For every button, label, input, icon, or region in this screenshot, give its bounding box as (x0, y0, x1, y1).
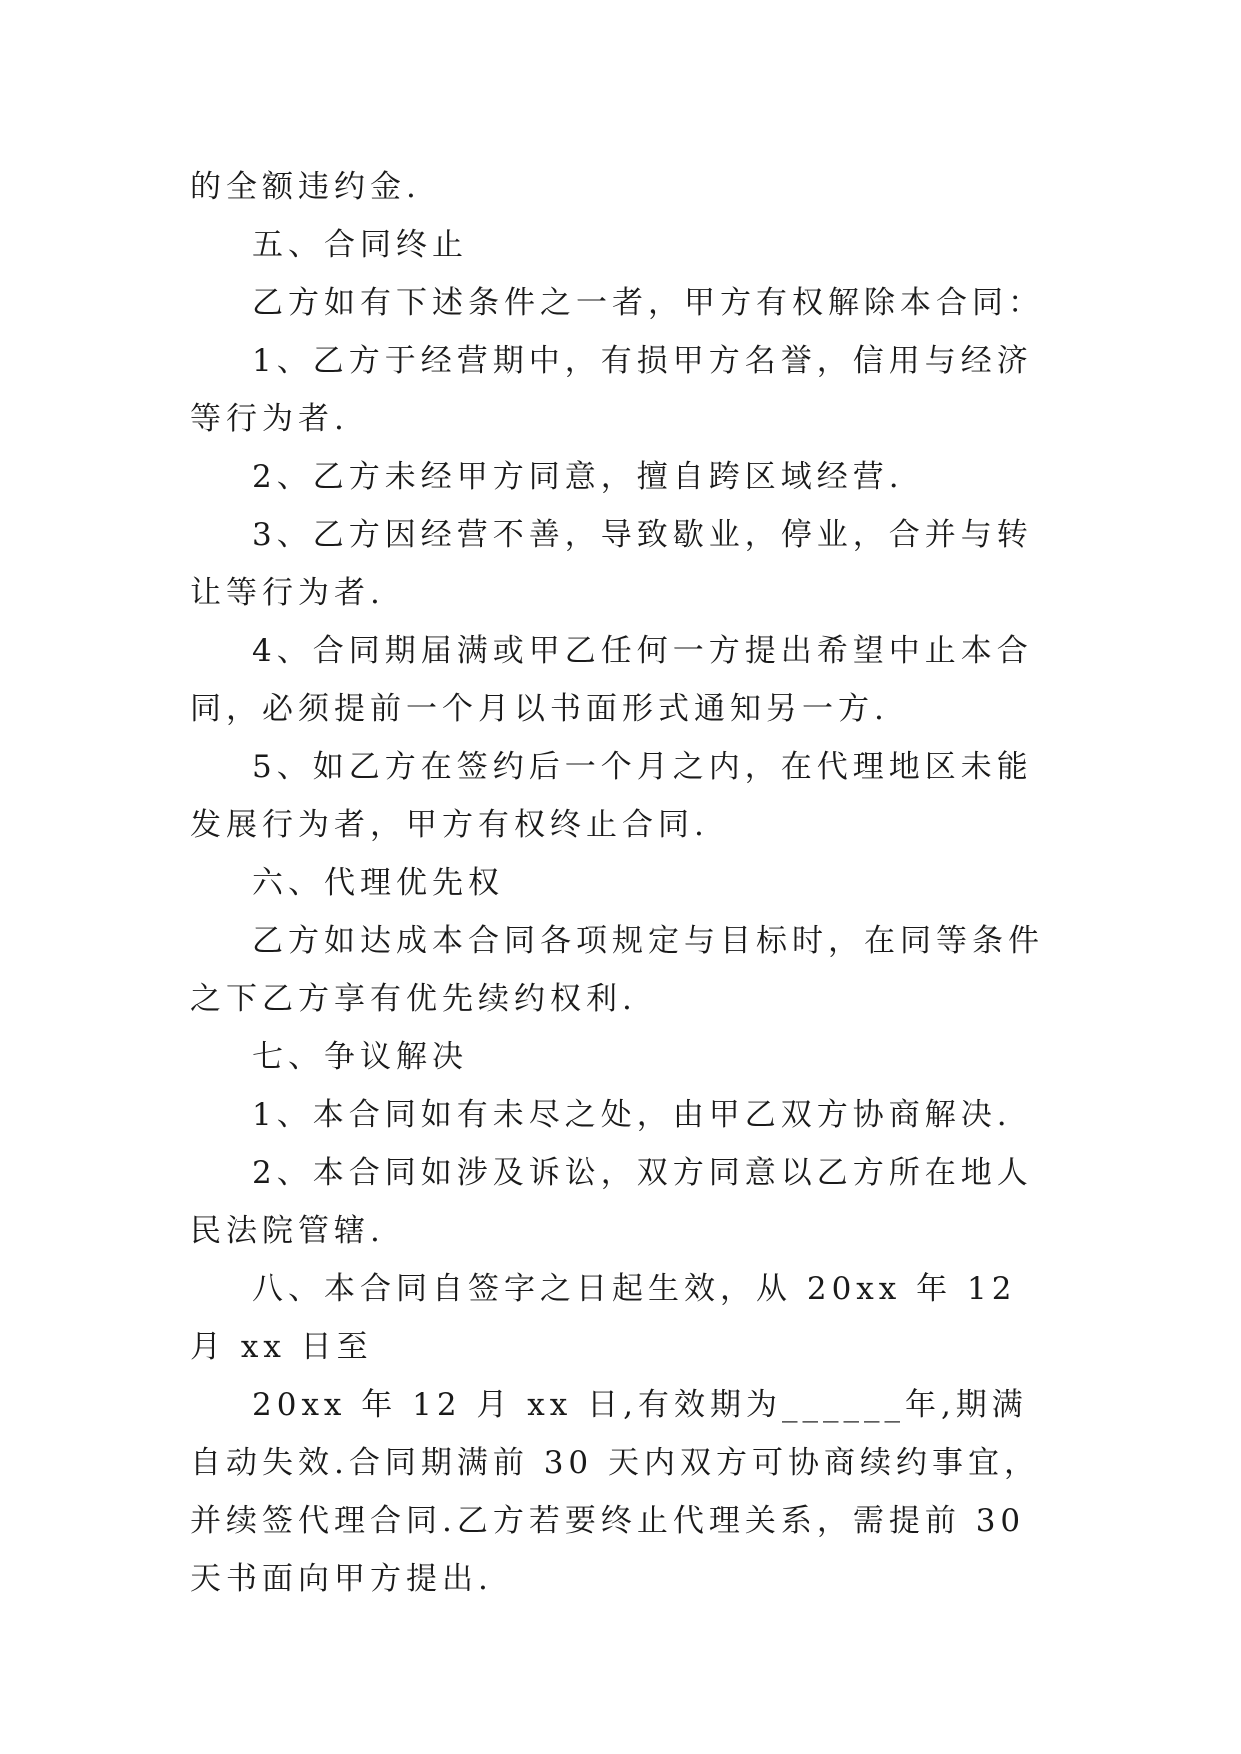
termination-item-3: 3、乙方因经营不善，导致歇业，停业，合并与转让等行为者. (190, 517, 1033, 611)
paragraph-penalty-continuation: 的全额违约金. (190, 169, 421, 205)
paragraph-validity-period: 20xx 年 12 月 xx 日,有效期为______年,期满自动失效.合同期满前 30 天内双方可协商续约事宜，并续签代理合同.乙方若要终止代理关系，需提前 30 天书面向甲方提出. (190, 1387, 1041, 1597)
contract-text-body (190, 158, 1050, 1608)
termination-item-4: 4、合同期届满或甲乙任何一方提出希望中止本合同，必须提前一个月以书面形式通知另一方. (190, 633, 1033, 727)
paragraph-termination-conditions: 乙方如有下述条件之一者，甲方有权解除本合同： (252, 285, 1044, 321)
termination-item-5: 5、如乙方在签约后一个月之内，在代理地区未能发展行为者，甲方有权终止合同. (190, 749, 1033, 843)
paragraph-effective-date: 八、本合同自签字之日起生效，从 20xx 年 12 月 xx 日至 (190, 1271, 1017, 1365)
heading-contract-termination: 五、合同终止 (252, 227, 468, 263)
heading-agency-priority: 六、代理优先权 (252, 865, 504, 901)
paragraph-priority-renewal: 乙方如达成本合同各项规定与目标时，在同等条件之下乙方享有优先续约权利. (190, 923, 1044, 1017)
termination-item-2: 2、乙方未经甲方同意，擅自跨区域经营. (252, 459, 904, 495)
dispute-item-1: 1、本合同如有未尽之处，由甲乙双方协商解决. (252, 1097, 1012, 1133)
dispute-item-2: 2、本合同如涉及诉讼，双方同意以乙方所在地人民法院管辖. (190, 1155, 1033, 1249)
heading-dispute-resolution: 七、争议解决 (252, 1039, 468, 1075)
termination-item-1: 1、乙方于经营期中，有损甲方名誉，信用与经济等行为者. (190, 343, 1033, 437)
